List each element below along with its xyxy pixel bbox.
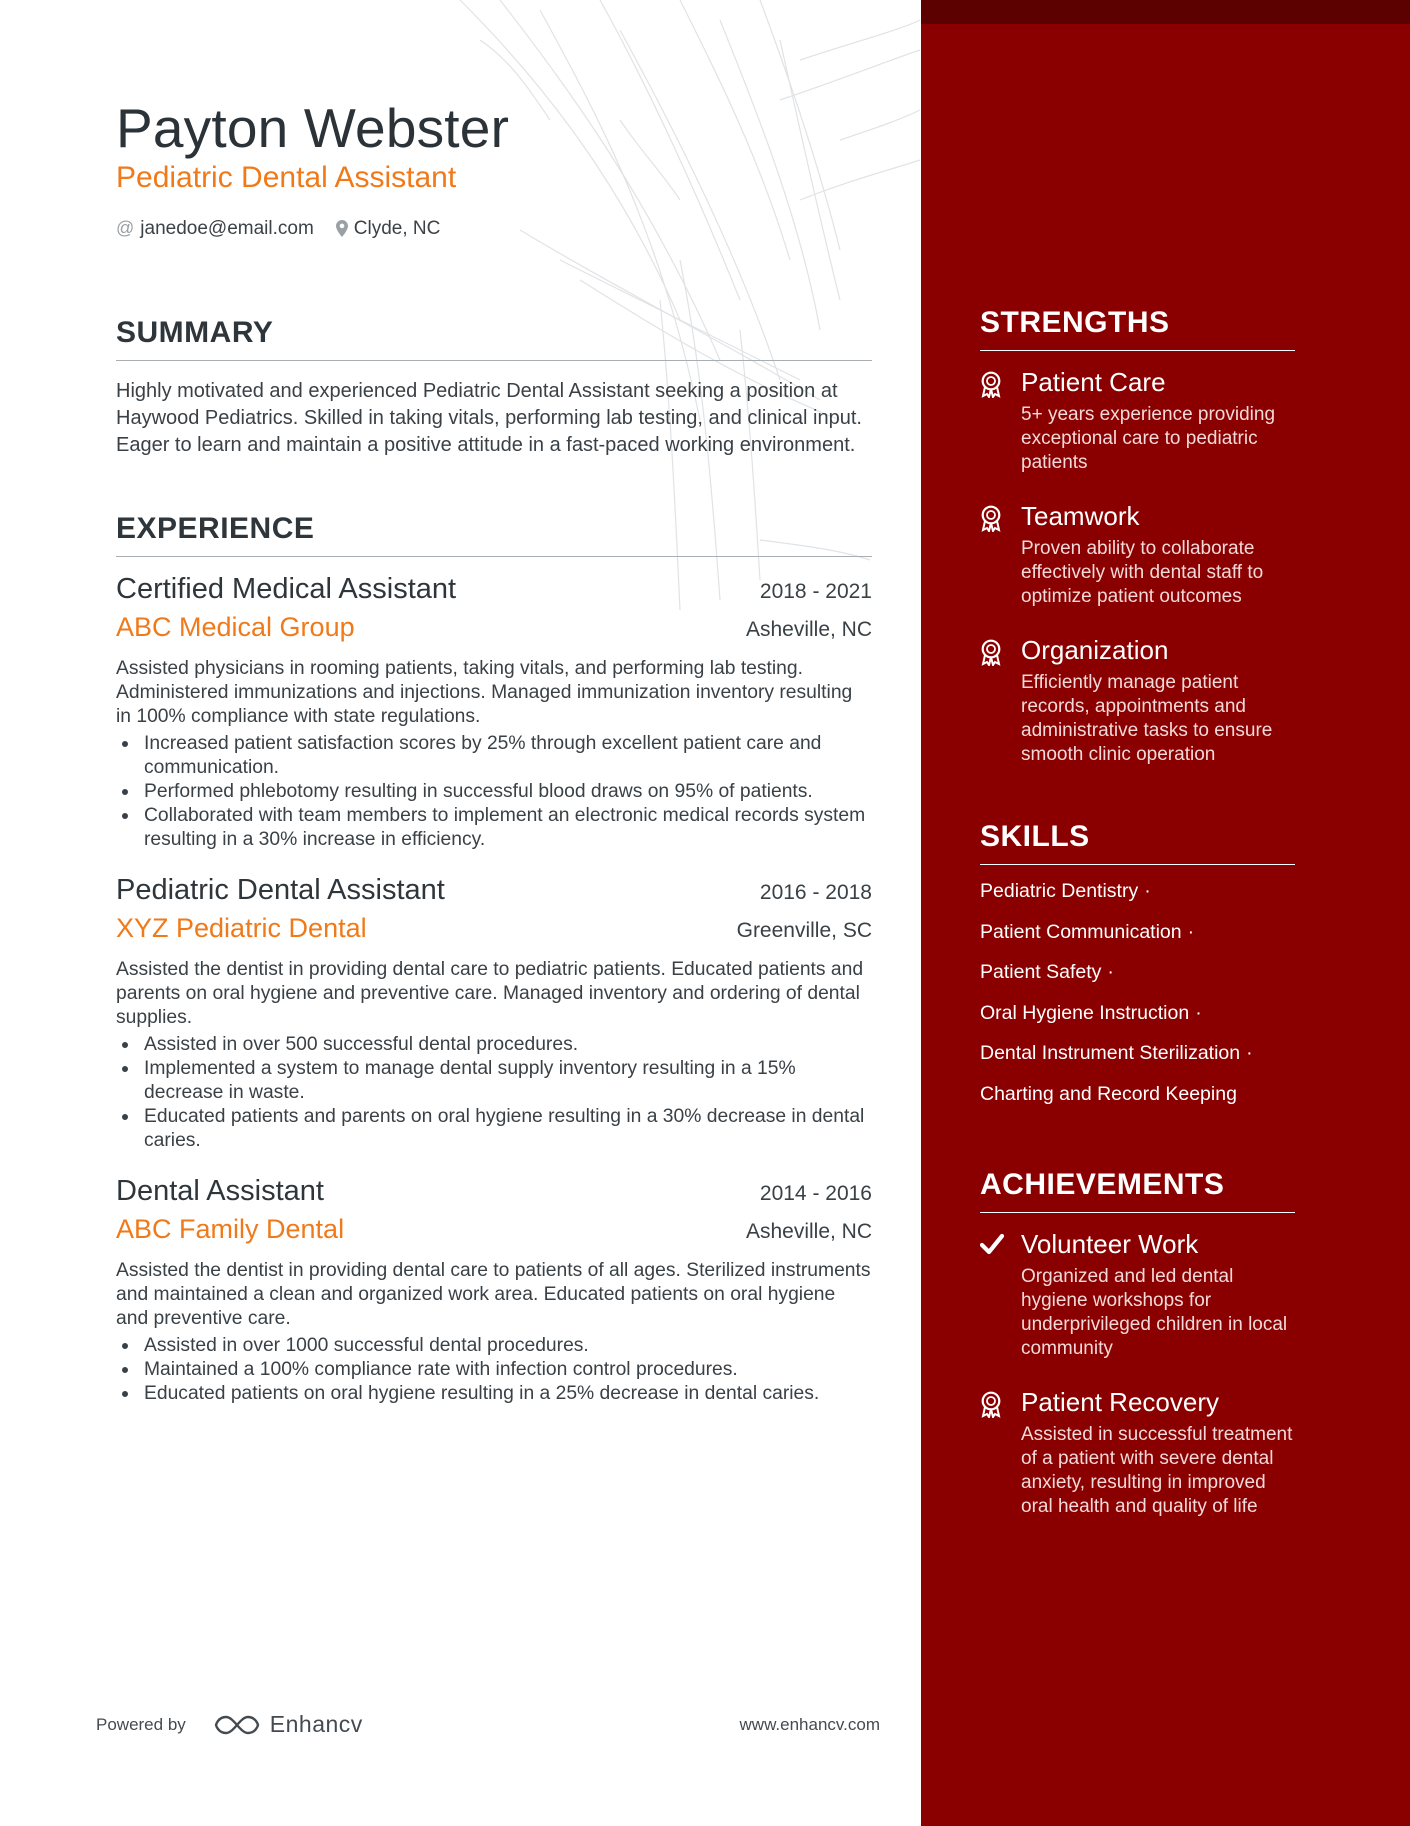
strength-item <box>980 367 1295 475</box>
skill-separator: · <box>1246 1042 1253 1065</box>
experience-entry <box>116 573 872 852</box>
brand-logo[interactable] <box>214 1711 363 1738</box>
job-company: ABC Medical Group <box>116 611 355 642</box>
sidebar-top-bar <box>921 0 1410 24</box>
skill-label: Patient Safety <box>980 961 1102 984</box>
job-bullet: Implemented a system to manage dental supply inventory resulting in a 15% decrease in waste. <box>116 1057 872 1105</box>
job-bullets <box>116 1334 872 1406</box>
job-bullets <box>116 732 872 852</box>
job-bullet: Increased patient satisfaction scores by 25% through excellent patient care and communication. <box>116 732 872 780</box>
job-description: Assisted the dentist in providing dental care to patients of all ages. Sterilized instruments and maintained a clean and organized work area. Educated patients on oral hygiene and preventive care. <box>116 1259 871 1329</box>
skill-label: Dental Instrument Sterilization <box>980 1042 1241 1065</box>
job-bullet: Maintained a 100% compliance rate with infection control procedures. <box>116 1358 872 1382</box>
skill-label: Pediatric Dentistry <box>980 880 1139 902</box>
strength-item <box>980 635 1295 767</box>
strengths-heading: STRENGTHS <box>980 306 1295 351</box>
job-bullet: Assisted in over 1000 successful dental procedures. <box>116 1334 872 1358</box>
skill-label: Charting and Record Keeping <box>980 1082 1237 1105</box>
strength-title: Patient Care <box>1021 367 1166 397</box>
skill-separator: · <box>1107 961 1114 984</box>
at-sign-icon: @ <box>116 218 135 239</box>
footer <box>96 1711 880 1738</box>
infinity-logo-icon <box>214 1713 260 1737</box>
experience-entry <box>116 874 872 1153</box>
achievements-section <box>980 1168 1295 1519</box>
skill-label: Patient Communication <box>980 920 1182 943</box>
job-role: Dental Assistant <box>116 1174 324 1207</box>
achievement-title: Patient Recovery <box>1021 1386 1219 1417</box>
job-bullet: Collaborated with team members to implement an electronic medical records system resulting in a 30% increase in efficiency. <box>116 804 872 852</box>
award-icon <box>980 371 1002 398</box>
sidebar <box>921 0 1410 1826</box>
achievement-title: Volunteer Work <box>1021 1228 1199 1259</box>
summary-section <box>116 316 872 459</box>
job-company: ABC Family Dental <box>116 1213 345 1244</box>
skill-item <box>980 1033 1295 1074</box>
job-location: Greenville, SC <box>736 918 872 942</box>
summary-heading: SUMMARY <box>116 316 872 361</box>
candidate-title: Pediatric Dental Assistant <box>116 160 457 194</box>
award-icon <box>980 639 1002 666</box>
skills-heading: SKILLS <box>980 820 1295 865</box>
skill-item <box>980 952 1295 993</box>
achievements-heading: ACHIEVEMENTS <box>980 1168 1295 1213</box>
achievement-item <box>980 1229 1295 1361</box>
job-role: Pediatric Dental Assistant <box>116 873 445 906</box>
job-location: Asheville, NC <box>745 1219 872 1243</box>
strength-title: Organization <box>1021 635 1169 665</box>
location-pin-icon <box>336 220 348 237</box>
brand-name: Enhancv <box>269 1711 363 1737</box>
job-bullet: Performed phlebotomy resulting in successful blood draws on 95% of patients. <box>116 780 872 804</box>
job-bullets <box>116 1033 872 1153</box>
job-bullet: Assisted in over 500 successful dental procedures. <box>116 1033 872 1057</box>
strengths-section <box>980 306 1295 767</box>
skill-item <box>980 993 1295 1034</box>
checkmark-icon <box>980 1233 1004 1255</box>
main-column <box>116 98 872 1406</box>
achievement-item <box>980 1387 1295 1519</box>
skill-label: Oral Hygiene Instruction <box>980 1001 1190 1024</box>
strength-description: 5+ years experience providing exceptional care to pediatric patients <box>1021 404 1276 473</box>
job-company: XYZ Pediatric Dental <box>116 912 367 943</box>
achievement-description: Assisted in successful treatment of a patient with severe dental anxiety, resulting in improved oral health and quality of life <box>1021 1423 1293 1517</box>
job-bullet: Educated patients on oral hygiene resulting in a 25% decrease in dental caries. <box>116 1382 872 1406</box>
location-contact <box>336 218 441 240</box>
award-icon <box>980 505 1002 532</box>
skill-item <box>980 1074 1295 1115</box>
skill-item <box>980 871 1295 912</box>
job-bullet: Educated patients and parents on oral hygiene resulting in a 30% decrease in dental caries. <box>116 1105 872 1153</box>
skill-separator: · <box>1187 920 1195 943</box>
strength-description: Proven ability to collaborate effectively with dental staff to optimize patient outcomes <box>1021 538 1264 607</box>
powered-by-label: Powered by <box>96 1714 186 1734</box>
job-description: Assisted the dentist in providing dental care to pediatric patients. Educated patients and parents on oral hygiene and preventive care. Managed inventory and ordering of dental supplies. <box>116 958 864 1028</box>
summary-text: Highly motivated and experienced Pediatric Dental Assistant seeking a position at Haywood Pediatrics. Skilled in taking vitals, performing lab testing, and clinical input. Eager to learn and maintain a positive attitude in a fast-paced working environment. <box>116 379 862 456</box>
job-location: Asheville, NC <box>745 617 872 641</box>
skills-section <box>980 820 1295 1115</box>
skill-separator: · <box>1195 1001 1202 1024</box>
powered-by <box>96 1711 363 1738</box>
job-role: Certified Medical Assistant <box>116 572 457 605</box>
location-text: Clyde, NC <box>353 217 441 239</box>
candidate-name: Payton Webster <box>116 97 510 159</box>
experience-entry <box>116 1175 872 1406</box>
experience-heading: EXPERIENCE <box>116 512 872 557</box>
job-period: 2014 - 2016 <box>759 1181 872 1205</box>
job-period: 2018 - 2021 <box>759 579 872 603</box>
skill-separator: · <box>1144 880 1151 902</box>
email-contact[interactable] <box>116 218 314 240</box>
strength-title: Teamwork <box>1021 501 1140 531</box>
contact-info <box>116 218 872 240</box>
job-description: Assisted physicians in rooming patients, taking vitals, and performing lab testing. Administered immunizations and injections. Managed immunization inventory resulting in 100% compliance with state regulations. <box>116 657 853 727</box>
award-icon <box>980 1391 1002 1418</box>
skills-list <box>980 871 1295 1115</box>
email-text: janedoe@email.com <box>140 217 314 239</box>
website-link[interactable]: www.enhancv.com <box>739 1714 880 1734</box>
job-period: 2016 - 2018 <box>759 880 872 904</box>
skill-item <box>980 912 1295 953</box>
achievement-description: Organized and led dental hygiene workshops for underprivileged children in local community <box>1021 1265 1288 1359</box>
strength-description: Efficiently manage patient records, appointments and administrative tasks to ensure smooth clinic operation <box>1021 672 1273 765</box>
experience-section <box>116 512 872 1406</box>
strength-item <box>980 501 1295 609</box>
